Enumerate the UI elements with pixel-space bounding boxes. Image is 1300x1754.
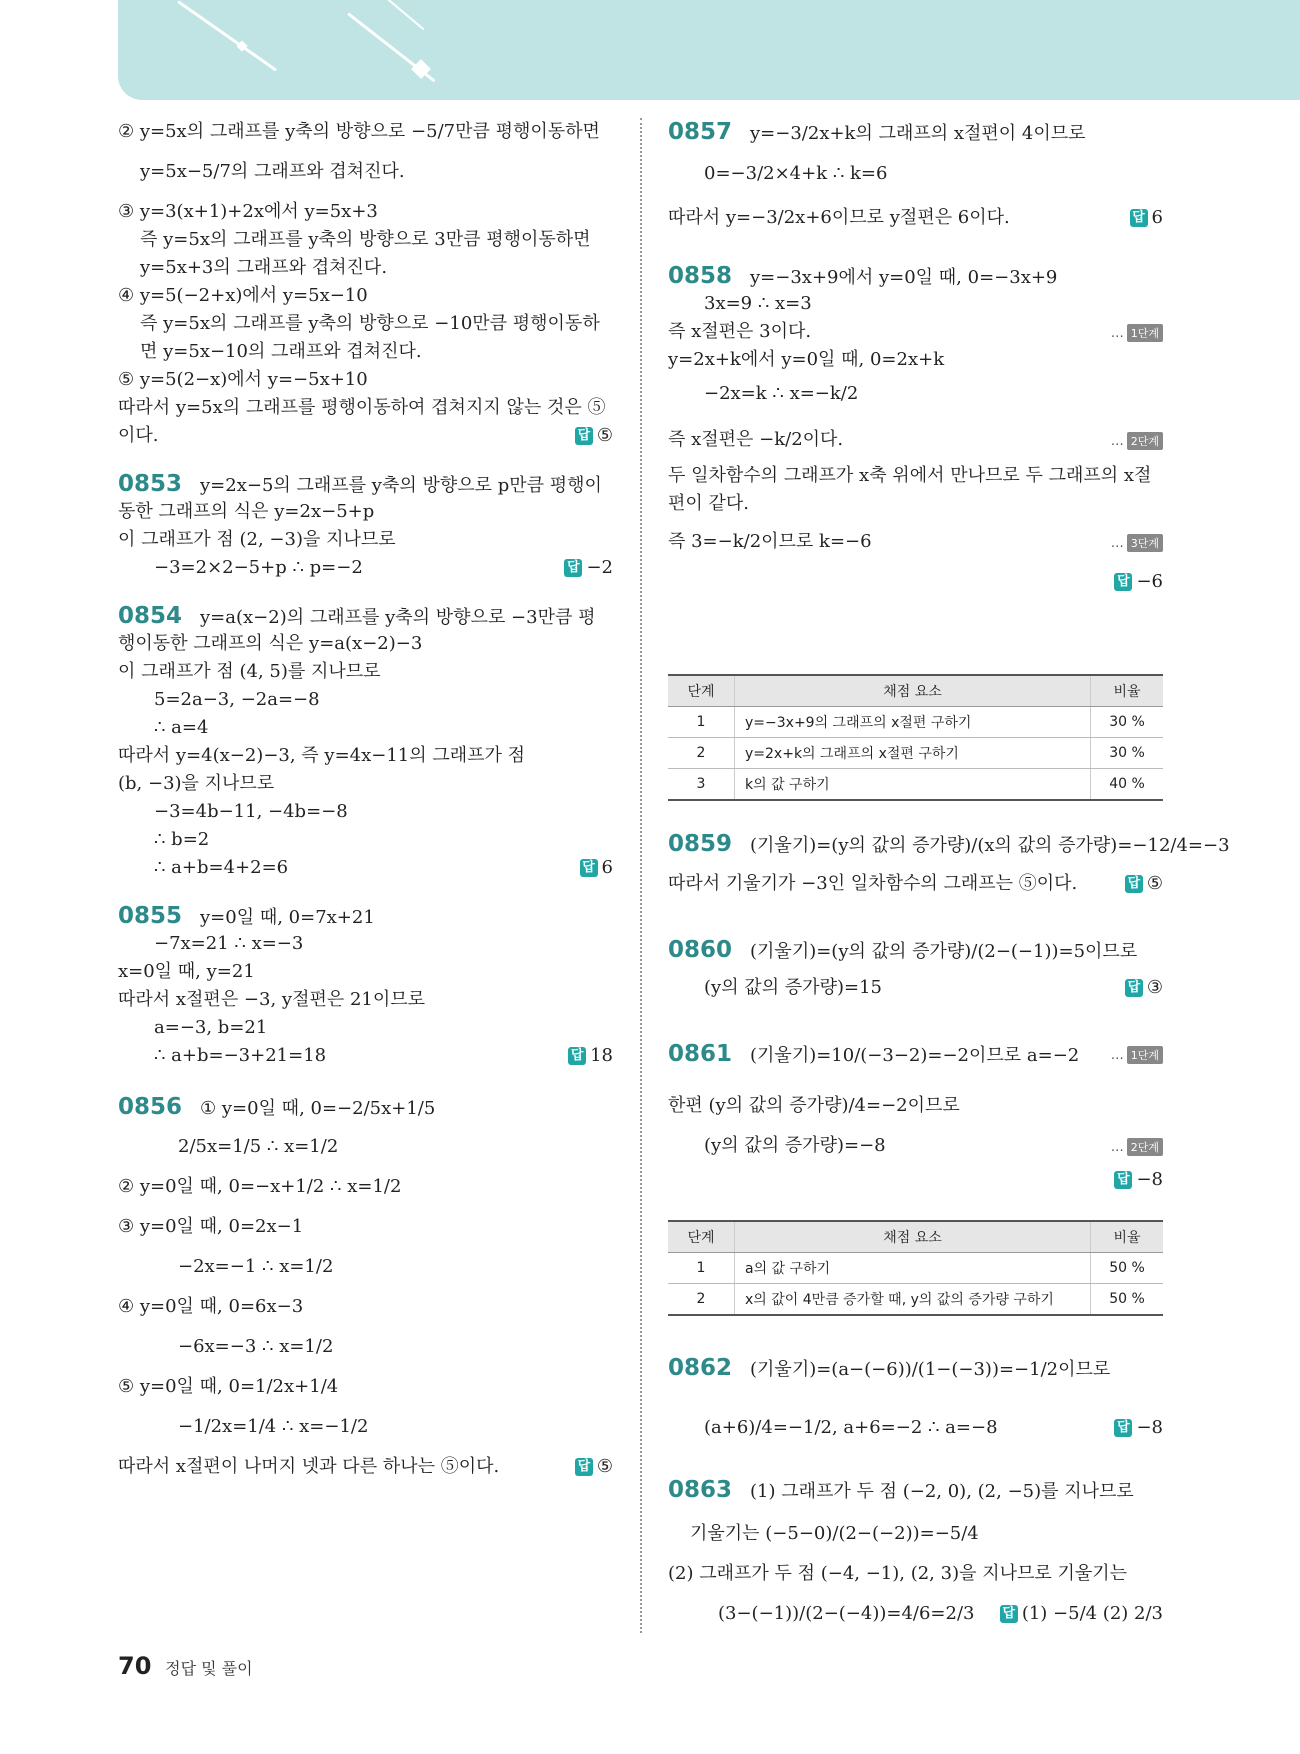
problem-number: 0862 — [668, 1355, 733, 1381]
problem-number: 0858 — [668, 263, 733, 289]
problem-number: 0859 — [668, 831, 733, 857]
solution-line: −7x=21 ∴ x=−3 — [154, 933, 304, 954]
solution-line: 3x=9 ∴ x=3 — [704, 293, 812, 314]
problem-0853: 0853 y=2x−5의 그래프를 y축의 방향으로 p만큼 평행이 — [118, 471, 602, 497]
solution-line: 즉 3=−k/2이므로 k=−6 — [668, 531, 872, 552]
problem-0856: 0856 ① y=0일 때, 0=−2/5x+1/5 — [118, 1094, 436, 1120]
problem-number: 0860 — [668, 937, 733, 963]
grading-table — [668, 1220, 1163, 1316]
solution-line: 따라서 y=5x의 그래프를 평행이동하여 겹쳐지지 않는 것은 ⑤ — [118, 397, 606, 418]
solution-line: ⑤ y=0일 때, 0=1/2x+1/4 — [118, 1376, 339, 1397]
solution-line: 동한 그래프의 식은 y=2x−5+p — [118, 501, 375, 522]
answer-mark-icon: 답 — [580, 859, 598, 877]
step-label: … 2단계 — [1111, 1138, 1163, 1156]
answer: 답 −6 — [1114, 568, 1163, 596]
answer-mark-icon: 답 — [1114, 1171, 1132, 1189]
solution-line: 2/5x=1/5 ∴ x=1/2 — [178, 1136, 339, 1157]
solution-line: 따라서 x절편이 나머지 넷과 다른 하나는 ⑤이다. — [118, 1456, 500, 1477]
decorative-streak — [177, 0, 277, 71]
solution-line: 0=−3/2×4+k ∴ k=6 — [704, 163, 888, 184]
grading-table — [668, 674, 1163, 801]
problem-number: 0861 — [668, 1041, 733, 1067]
problem-number: 0853 — [118, 471, 183, 497]
solution-line: ⑤ y=5(2−x)에서 y=−5x+10 — [118, 369, 368, 390]
problem-0860: 0860 (기울기)=(y의 값의 증가량)/(2−(−1))=5이므로 — [668, 937, 1138, 963]
problem-0861: 0861 (기울기)=10/(−3−2)=−2이므로 a=−2 — [668, 1041, 1080, 1067]
solution-line: ∴ a=4 — [154, 717, 209, 738]
solution-line: 즉 y=5x의 그래프를 y축의 방향으로 −10만큼 평행이동하 — [140, 313, 600, 334]
solution-line: y=5x−5/7의 그래프와 겹쳐진다. — [140, 161, 405, 182]
problem-number: 0863 — [668, 1477, 733, 1503]
answer-mark-icon: 답 — [1114, 573, 1132, 591]
table-row: 1 y=−3x+9의 그래프의 x절편 구하기 30 % — [668, 707, 1163, 738]
column-divider — [640, 118, 642, 1633]
solution-line: (a+6)/4=−1/2, a+6=−2 ∴ a=−8 — [704, 1417, 998, 1438]
problem-0858: 0858 y=−3x+9에서 y=0일 때, 0=−3x+9 — [668, 263, 1058, 289]
page-number: 70 — [118, 1652, 152, 1680]
solution-line: x=0일 때, y=21 — [118, 961, 255, 982]
answer-mark-icon: 답 — [1000, 1605, 1018, 1623]
answer-mark-icon: 답 — [1125, 875, 1143, 893]
solution-line: 이 그래프가 점 (2, −3)을 지나므로 — [118, 529, 396, 550]
solution-line: −2x=−1 ∴ x=1/2 — [178, 1256, 334, 1277]
solution-line: −2x=k ∴ x=−k/2 — [704, 383, 859, 404]
solution-line: 이 그래프가 점 (4, 5)를 지나므로 — [118, 661, 381, 682]
problem-number: 0854 — [118, 603, 183, 629]
table-header: 단계 — [668, 675, 735, 707]
table-header: 단계 — [668, 1221, 735, 1253]
answer: 답 ⑤ — [1125, 870, 1163, 898]
solution-line: 즉 y=5x의 그래프를 y축의 방향으로 3만큼 평행이동하면 — [140, 229, 591, 250]
step-label: … 2단계 — [1111, 432, 1163, 450]
answer-mark-icon: 답 — [1125, 979, 1143, 997]
answer-mark-icon: 답 — [568, 1047, 586, 1065]
table-row: 2 y=2x+k의 그래프의 x절편 구하기 30 % — [668, 738, 1163, 769]
table-header: 비율 — [1091, 1221, 1164, 1253]
step-label: … 1단계 — [1111, 1046, 1163, 1064]
answer: 답 6 — [580, 854, 613, 882]
answer-mark-icon: 답 — [575, 427, 593, 445]
answer-mark-icon: 답 — [1114, 1419, 1132, 1437]
solution-line: 따라서 y=4(x−2)−3, 즉 y=4x−11의 그래프가 점 — [118, 745, 526, 766]
solution-line: −6x=−3 ∴ x=1/2 — [178, 1336, 334, 1357]
solution-line: y=5x+3의 그래프와 겹쳐진다. — [140, 257, 388, 278]
answer: 답 ③ — [1125, 974, 1163, 1002]
table-header: 비율 — [1091, 675, 1164, 707]
answer-mark-icon: 답 — [564, 559, 582, 577]
answer: 답 6 — [1130, 204, 1163, 232]
solution-line: (2) 그래프가 두 점 (−4, −1), (2, 3)을 지나므로 기울기는 — [668, 1563, 1128, 1584]
problem-number: 0857 — [668, 119, 733, 145]
footer-label: 정답 및 풀이 — [165, 1659, 253, 1678]
page-footer — [118, 1652, 253, 1680]
problem-number: 0856 — [118, 1094, 183, 1120]
answer: 답 (1) −5/4 (2) 2/3 — [1000, 1600, 1163, 1628]
solution-line: 따라서 y=−3/2x+6이므로 y절편은 6이다. — [668, 207, 1010, 228]
solution-line: (y의 값의 증가량)=15 — [704, 977, 882, 998]
solution-line: 행이동한 그래프의 식은 y=a(x−2)−3 — [118, 633, 423, 654]
answer: 답 ⑤ — [575, 422, 613, 450]
decorative-streak — [377, 0, 424, 30]
solution-line: y=2x+k에서 y=0일 때, 0=2x+k — [668, 349, 945, 370]
solution-line: ∴ a+b=−3+21=18 — [154, 1045, 327, 1066]
step-label: … 3단계 — [1111, 534, 1163, 552]
solution-line: (3−(−1))/(2−(−4))=4/6=2/3 — [718, 1603, 975, 1624]
answer: 답 −8 — [1114, 1414, 1163, 1442]
problem-0859: 0859 (기울기)=(y의 값의 증가량)/(x의 값의 증가량)=−12/4=−3 — [668, 831, 1230, 857]
solution-line: ④ y=5(−2+x)에서 y=5x−10 — [118, 285, 368, 306]
solution-line: ② y=5x의 그래프를 y축의 방향으로 −5/7만큼 평행이동하면 — [118, 121, 600, 142]
solution-line: ④ y=0일 때, 0=6x−3 — [118, 1296, 304, 1317]
answer: 답 −8 — [1114, 1166, 1163, 1194]
table-row: 1 a의 값 구하기 50 % — [668, 1253, 1163, 1284]
header-banner — [118, 0, 1300, 100]
problem-0855: 0855 y=0일 때, 0=7x+21 — [118, 903, 375, 929]
solution-line: 편이 같다. — [668, 493, 749, 514]
answer: 답 −2 — [564, 554, 613, 582]
solution-line: −1/2x=1/4 ∴ x=−1/2 — [178, 1416, 369, 1437]
solution-line: 5=2a−3, −2a=−8 — [154, 689, 320, 710]
problem-0863: 0863 (1) 그래프가 두 점 (−2, 0), (2, −5)를 지나므로 — [668, 1477, 1134, 1503]
solution-line: ∴ a+b=4+2=6 — [154, 857, 289, 878]
solution-line: ③ y=3(x+1)+2x에서 y=5x+3 — [118, 201, 378, 222]
solution-line: 두 일차함수의 그래프가 x축 위에서 만나므로 두 그래프의 x절 — [668, 465, 1152, 486]
solution-line: (b, −3)을 지나므로 — [118, 773, 275, 794]
answer: 답 18 — [568, 1042, 613, 1070]
solution-line: 면 y=5x−10의 그래프와 겹쳐진다. — [140, 341, 422, 362]
solution-line: 이다. — [118, 425, 159, 446]
problem-0857: 0857 y=−3/2x+k의 그래프의 x절편이 4이므로 — [668, 119, 1086, 145]
problem-number: 0855 — [118, 903, 183, 929]
table-row: 3 k의 값 구하기 40 % — [668, 769, 1163, 801]
table-row: 2 x의 값이 4만큼 증가할 때, y의 값의 증가량 구하기 50 % — [668, 1284, 1163, 1316]
step-label: … 1단계 — [1111, 324, 1163, 342]
solution-line: 즉 x절편은 3이다. — [668, 321, 812, 342]
table-header: 채점 요소 — [735, 1221, 1091, 1253]
solution-line: −3=2×2−5+p ∴ p=−2 — [154, 557, 363, 578]
problem-0862: 0862 (기울기)=(a−(−6))/(1−(−3))=−1/2이므로 — [668, 1355, 1111, 1381]
table-header: 채점 요소 — [735, 675, 1091, 707]
solution-line: 따라서 x절편은 −3, y절편은 21이므로 — [118, 989, 426, 1010]
solution-line: (y의 값의 증가량)=−8 — [704, 1135, 886, 1156]
answer-mark-icon: 답 — [575, 1458, 593, 1476]
solution-line: ∴ b=2 — [154, 829, 210, 850]
solution-line: 한편 (y의 값의 증가량)/4=−2이므로 — [668, 1095, 960, 1116]
problem-0854: 0854 y=a(x−2)의 그래프를 y축의 방향으로 −3만큼 평 — [118, 603, 596, 629]
solution-line: −3=4b−11, −4b=−8 — [154, 801, 348, 822]
solution-line: 기울기는 (−5−0)/(2−(−2))=−5/4 — [690, 1523, 979, 1544]
answer: 답 ⑤ — [575, 1453, 613, 1481]
solution-line: 따라서 기울기가 −3인 일차함수의 그래프는 ⑤이다. — [668, 873, 1078, 894]
solution-line: 즉 x절편은 −k/2이다. — [668, 429, 844, 450]
solution-line: a=−3, b=21 — [154, 1017, 268, 1038]
answer-mark-icon: 답 — [1130, 209, 1148, 227]
solution-line: ③ y=0일 때, 0=2x−1 — [118, 1216, 304, 1237]
solution-line: ② y=0일 때, 0=−x+1/2 ∴ x=1/2 — [118, 1176, 402, 1197]
